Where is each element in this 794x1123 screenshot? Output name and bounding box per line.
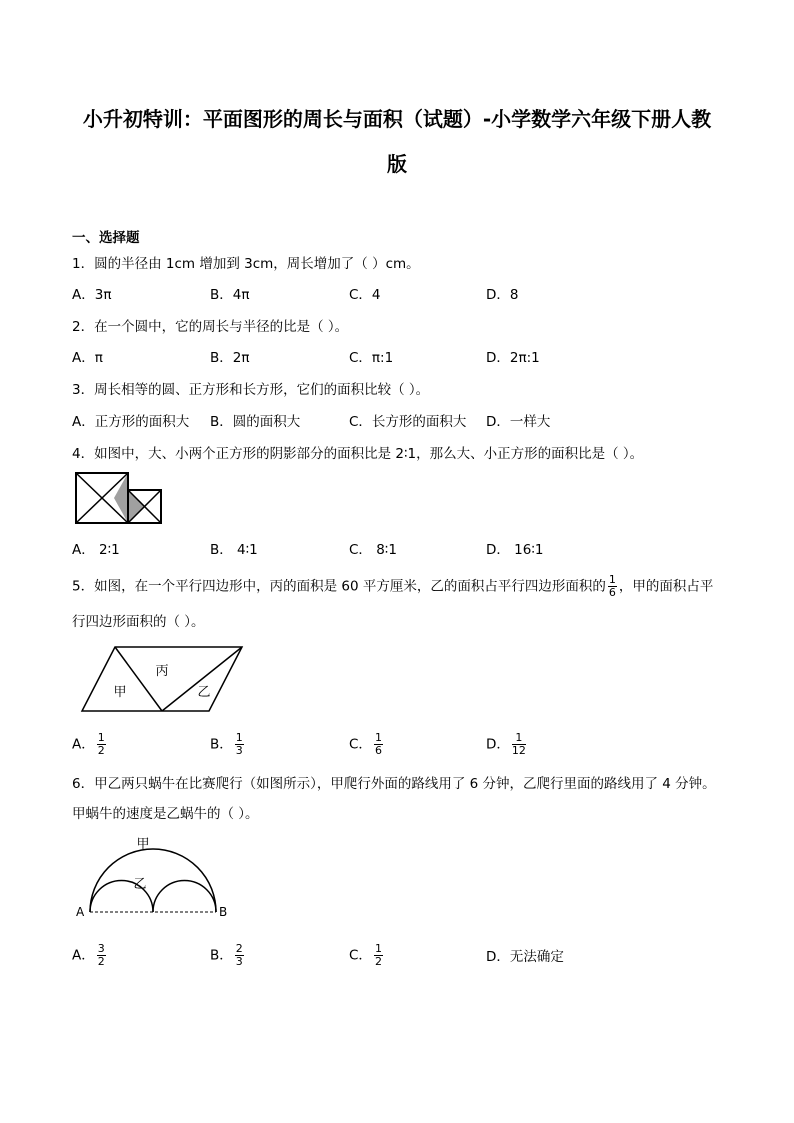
question-1: 1．圆的半径由 1cm 增加到 3cm，周长增加了（ ）cm。 bbox=[72, 256, 420, 272]
q5-text-pre: 5．如图，在一个平行四边形中，丙的面积是 60 平方厘米，乙的面积占平行四边形面积的 bbox=[72, 578, 606, 595]
q6-inner-arc-right bbox=[153, 881, 216, 913]
q4-small-square-shade bbox=[128, 490, 144, 523]
q6-option-d[interactable]: D．无法确定 bbox=[486, 949, 564, 965]
q3-option-c[interactable]: C．长方形的面积大 bbox=[349, 414, 467, 430]
q2-option-d[interactable]: D．2π:1 bbox=[486, 350, 540, 366]
question-6-line2: 甲蜗牛的速度是乙蜗牛的（ ）。 bbox=[72, 806, 259, 822]
question-5-line2: 行四边形面积的（ ）。 bbox=[72, 614, 205, 630]
q3-option-a[interactable]: A．正方形的面积大 bbox=[72, 414, 190, 430]
q5-label-bing: 丙 bbox=[155, 664, 169, 679]
q5-frac-num: 1 bbox=[608, 573, 616, 586]
q5-parallelogram-figure bbox=[82, 645, 244, 713]
q4-option-c[interactable]: C． 8∶1 bbox=[349, 542, 397, 558]
q5-option-a[interactable]: A． $\frac{1}{2}$ bbox=[72, 731, 105, 757]
q5-label-yi: 乙 bbox=[197, 685, 211, 700]
q6-label-b: B bbox=[219, 905, 228, 919]
page-title-line1: 小升初特训：平面图形的周长与面积（试题）-小学数学六年级下册人教 bbox=[82, 107, 712, 131]
q6-label-a: A bbox=[76, 905, 85, 919]
q6-option-c[interactable]: C． $\frac{1}{2}$ bbox=[349, 942, 382, 968]
q6-option-a[interactable]: A． $\frac{3}{2}$ bbox=[72, 942, 105, 968]
q5-option-b[interactable]: B． $\frac{1}{3}$ bbox=[210, 731, 243, 757]
q6-label-jia: 甲 bbox=[136, 837, 150, 852]
q4-option-d[interactable]: D． 16∶1 bbox=[486, 542, 544, 558]
q1-option-b[interactable]: B．4π bbox=[210, 287, 250, 303]
question-4: 4．如图中，大、小两个正方形的阴影部分的面积比是 2∶1，那么大、小正方形的面积比是（ ）。 bbox=[72, 446, 644, 462]
section-heading: 一、选择题 bbox=[72, 230, 140, 246]
page-title-line2: 版 bbox=[387, 152, 407, 176]
q6-outer-arc bbox=[90, 849, 216, 912]
q2-option-b[interactable]: B．2π bbox=[210, 350, 250, 366]
q1-option-a[interactable]: A．3π bbox=[72, 287, 112, 303]
q5-parallelogram bbox=[82, 647, 242, 711]
q5-option-c[interactable]: C． $\frac{1}{6}$ bbox=[349, 731, 382, 757]
q1-option-c[interactable]: C．4 bbox=[349, 287, 381, 303]
q1-option-d[interactable]: D．8 bbox=[486, 287, 519, 303]
q5-frac-den: 6 bbox=[608, 586, 616, 599]
q6-semicircle-figure bbox=[74, 832, 239, 922]
question-5-line1 bbox=[72, 574, 713, 599]
q5-label-jia: 甲 bbox=[113, 685, 127, 700]
q2-option-c[interactable]: C．π:1 bbox=[349, 350, 394, 366]
question-3: 3．周长相等的圆、正方形和长方形，它们的面积比较（ ）。 bbox=[72, 382, 430, 398]
q4-squares-figure bbox=[76, 473, 166, 526]
question-2: 2．在一个圆中，它的周长与半径的比是（ ）。 bbox=[72, 319, 349, 335]
q5-option-d[interactable]: D． $\frac{1}{12}$ bbox=[486, 731, 526, 757]
q3-option-d[interactable]: D．一样大 bbox=[486, 414, 551, 430]
q5-fraction bbox=[608, 574, 617, 599]
q3-option-b[interactable]: B．圆的面积大 bbox=[210, 414, 301, 430]
question-6-line1: 6．甲乙两只蜗牛在比赛爬行（如图所示），甲爬行外面的路线用了 6 分钟，乙爬行里面的路线用了 4 分钟。 bbox=[72, 776, 716, 792]
q6-label-yi: 乙 bbox=[133, 877, 147, 892]
q6-option-b[interactable]: B． $\frac{2}{3}$ bbox=[210, 942, 243, 968]
q4-option-b[interactable]: B． 4∶1 bbox=[210, 542, 258, 558]
q5-text-post: ，甲的面积占平 bbox=[618, 578, 714, 595]
q2-option-a[interactable]: A．π bbox=[72, 350, 103, 366]
q4-option-a[interactable]: A． 2∶1 bbox=[72, 542, 120, 558]
